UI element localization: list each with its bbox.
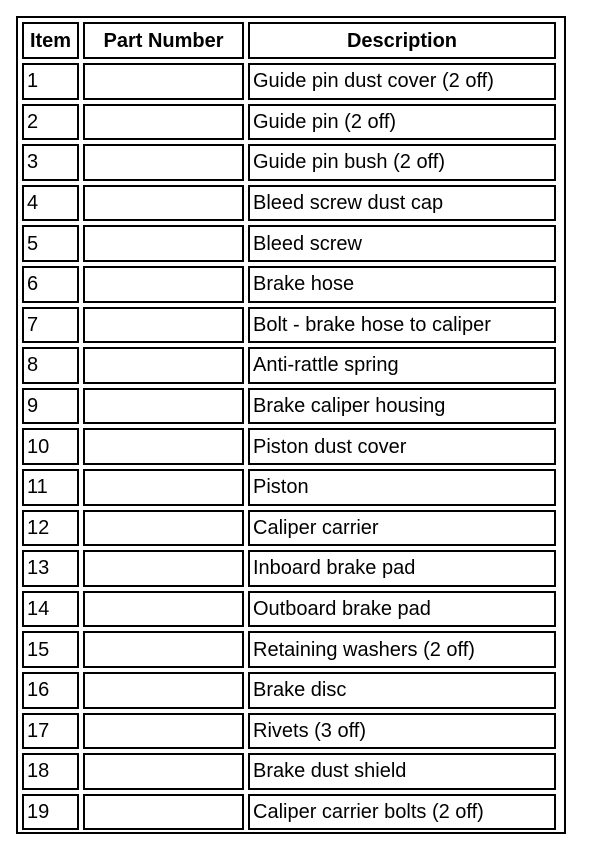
cell-part-number (83, 185, 244, 222)
cell-item: 7 (22, 307, 79, 344)
cell-part-number (83, 307, 244, 344)
cell-part-number (83, 388, 244, 425)
table-row (22, 347, 556, 384)
table-row (22, 550, 556, 587)
cell-item: 18 (22, 753, 79, 790)
cell-item: 19 (22, 794, 79, 831)
table-row (22, 469, 556, 506)
cell-item: 15 (22, 631, 79, 668)
cell-item: 11 (22, 469, 79, 506)
cell-description: Inboard brake pad (248, 550, 556, 587)
cell-description: Brake dust shield (248, 753, 556, 790)
cell-part-number (83, 63, 244, 100)
table-row (22, 307, 556, 344)
header-description: Description (248, 22, 556, 59)
cell-item: 16 (22, 672, 79, 709)
table-row (22, 713, 556, 750)
header-part-number: Part Number (83, 22, 244, 59)
cell-description: Bleed screw (248, 225, 556, 262)
header-item: Item (22, 22, 79, 59)
cell-part-number (83, 104, 244, 141)
cell-part-number (83, 591, 244, 628)
cell-description: Guide pin bush (2 off) (248, 144, 556, 181)
table-row (22, 794, 556, 831)
cell-part-number (83, 794, 244, 831)
cell-description: Guide pin dust cover (2 off) (248, 63, 556, 100)
cell-part-number (83, 510, 244, 547)
cell-item: 4 (22, 185, 79, 222)
table-row (22, 591, 556, 628)
cell-item: 5 (22, 225, 79, 262)
cell-description: Brake hose (248, 266, 556, 303)
cell-description: Brake disc (248, 672, 556, 709)
cell-part-number (83, 428, 244, 465)
cell-item: 3 (22, 144, 79, 181)
table-row (22, 631, 556, 668)
table-row (22, 104, 556, 141)
table-row (22, 672, 556, 709)
cell-part-number (83, 266, 244, 303)
cell-description: Caliper carrier bolts (2 off) (248, 794, 556, 831)
cell-part-number (83, 631, 244, 668)
cell-description: Bleed screw dust cap (248, 185, 556, 222)
header-row (22, 22, 556, 59)
cell-part-number (83, 144, 244, 181)
cell-part-number (83, 347, 244, 384)
cell-part-number (83, 469, 244, 506)
cell-item: 14 (22, 591, 79, 628)
cell-item: 17 (22, 713, 79, 750)
cell-description: Piston (248, 469, 556, 506)
table-row (22, 63, 556, 100)
cell-description: Outboard brake pad (248, 591, 556, 628)
table-row (22, 144, 556, 181)
cell-item: 9 (22, 388, 79, 425)
parts-table (18, 18, 560, 834)
table-row (22, 510, 556, 547)
cell-part-number (83, 550, 244, 587)
cell-part-number (83, 225, 244, 262)
table-row (22, 753, 556, 790)
cell-part-number (83, 713, 244, 750)
cell-description: Bolt - brake hose to caliper (248, 307, 556, 344)
cell-description: Caliper carrier (248, 510, 556, 547)
cell-item: 6 (22, 266, 79, 303)
cell-description: Retaining washers (2 off) (248, 631, 556, 668)
table-row (22, 185, 556, 222)
cell-item: 12 (22, 510, 79, 547)
cell-item: 13 (22, 550, 79, 587)
cell-description: Piston dust cover (248, 428, 556, 465)
cell-item: 2 (22, 104, 79, 141)
cell-item: 8 (22, 347, 79, 384)
cell-part-number (83, 672, 244, 709)
cell-description: Rivets (3 off) (248, 713, 556, 750)
cell-description: Brake caliper housing (248, 388, 556, 425)
cell-description: Anti-rattle spring (248, 347, 556, 384)
cell-item: 10 (22, 428, 79, 465)
table-row (22, 388, 556, 425)
cell-part-number (83, 753, 244, 790)
cell-description: Guide pin (2 off) (248, 104, 556, 141)
table-row (22, 428, 556, 465)
table-row (22, 266, 556, 303)
cell-item: 1 (22, 63, 79, 100)
table-row (22, 225, 556, 262)
